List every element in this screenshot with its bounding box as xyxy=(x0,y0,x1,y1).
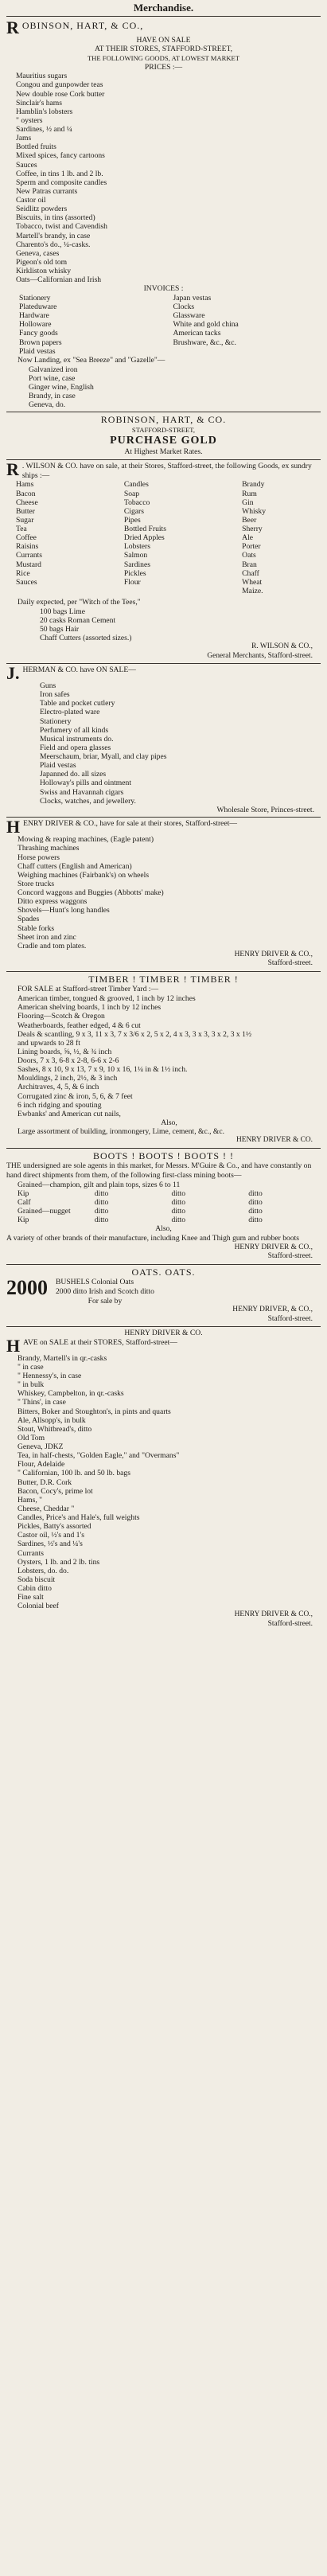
list-item: Musical instruments do. xyxy=(40,734,114,744)
items-list xyxy=(6,72,321,284)
list-item: Oats—Californian and Irish xyxy=(16,275,102,285)
grid-cell xyxy=(124,587,242,595)
firm-name: OBINSON, HART, & CO., xyxy=(21,19,144,31)
list-item: Seidlitz powders xyxy=(16,205,68,214)
signature: HENRY DRIVER & CO., xyxy=(234,950,313,958)
list-item: Cabin ditto xyxy=(18,1584,52,1594)
landing-line: Now Landing, ex "Sea Breeze" and "Gazelle"— xyxy=(18,355,165,365)
grid-cell: Fancy goods xyxy=(19,329,58,338)
ad-boots xyxy=(6,1149,321,1265)
firm-name: ROBINSON, HART, & CO. xyxy=(100,414,227,426)
list-item: Stout, Whitbread's, ditto xyxy=(18,1424,92,1434)
list-item: Doors, 7 x 3, 6-8 x 2-8, 6-6 x 2-6 xyxy=(18,1056,119,1066)
grid-cell: Tobacco xyxy=(123,498,150,507)
table-row xyxy=(6,1216,321,1224)
list-item: " oysters xyxy=(16,115,43,125)
list-item: Mauritius sugars xyxy=(16,72,68,81)
lead-text: THE undersigned are sole agents in this market, for Messrs. M'Guire & Co., and have constantly on hand direct shipments from them, of the following first-class mining boots— xyxy=(6,1161,312,1180)
list-item: Ale, Allsopp's, in bulk xyxy=(18,1415,86,1425)
list-item: " Hennessy's, in case xyxy=(18,1372,82,1381)
table-cell: ditto xyxy=(94,1197,109,1207)
boots-table xyxy=(6,1181,321,1225)
divider xyxy=(6,16,321,17)
rates: At Highest Market Rates. xyxy=(124,447,203,457)
ad-heading: OATS. OATS. xyxy=(131,1266,196,1278)
grid-cell: Rice xyxy=(16,568,30,578)
list-item: " in bulk xyxy=(18,1380,45,1390)
signature: HENRY DRIVER, & CO., xyxy=(232,1306,313,1314)
following-line: THE FOLLOWING GOODS, AT LOWEST MARKET xyxy=(87,54,240,63)
street: STAFFORD-STREET, xyxy=(131,425,196,434)
signature-subline: Stafford-street. xyxy=(267,1314,313,1323)
grid-cell: Stationery xyxy=(19,293,51,302)
lead-text: ENRY DRIVER & CO., have for sale at their stores, Stafford-street— xyxy=(23,819,237,829)
grid-cell: Soap xyxy=(123,489,140,498)
grid-cell: Gin xyxy=(242,498,254,507)
list-item: Meerschaum, briar, Myall, and clay pipes xyxy=(40,752,167,762)
grid-cell: Flour xyxy=(123,577,141,587)
list-item: New Patras currants xyxy=(16,186,78,196)
grid-cell: Brown papers xyxy=(19,338,62,347)
ad-header xyxy=(6,17,321,37)
grid-cell: Ale xyxy=(242,533,254,543)
list-item: Cheese, Cheddar " xyxy=(18,1504,75,1513)
grid-cell: Bran xyxy=(242,560,257,569)
grid-cell: Plateduware xyxy=(19,302,57,312)
list-item: Ginger wine, English xyxy=(29,382,94,392)
list-item: Port wine, case xyxy=(29,373,76,383)
list-item: Lobsters, do. do. xyxy=(18,1566,69,1575)
list-item: " Thins', in case xyxy=(18,1398,66,1407)
ad-herman xyxy=(6,664,321,818)
list-item: Hamblin's lobsters xyxy=(16,107,73,116)
dropcap: R xyxy=(6,17,19,37)
list-item: Soda biscuit xyxy=(18,1575,56,1584)
grid-cell: Hams xyxy=(16,480,34,490)
list-item: Galvanized iron xyxy=(29,365,78,374)
list-item: 20 casks Roman Cement xyxy=(40,615,116,625)
grid-cell: Candles xyxy=(123,480,149,490)
grid-cell: Brushware, &c., &c. xyxy=(173,338,236,347)
ad-oats xyxy=(6,1265,321,1328)
ad-heading: TIMBER ! TIMBER ! TIMBER ! xyxy=(88,973,239,985)
list-item: Concord waggons and Buggies (Abbotts' make) xyxy=(18,888,164,898)
grid-cell: White and gold china xyxy=(173,320,239,330)
grid-cell: Mustard xyxy=(16,560,41,569)
list-item: Castor oil xyxy=(16,196,46,205)
grid-cell: Oats xyxy=(242,551,256,560)
list-item: Bottled fruits xyxy=(16,142,56,152)
grid-cell: Porter xyxy=(242,542,261,552)
expected-line: Daily expected, per "Witch of the Tees," xyxy=(18,598,141,607)
list-item: Corrugated zinc & iron, 5, 6, & 7 feet xyxy=(18,1091,133,1101)
grid-cell: Coffee xyxy=(16,533,37,543)
grid-cell: Brandy xyxy=(242,480,265,490)
list-item: Spades xyxy=(18,915,40,924)
table-cell: ditto xyxy=(248,1197,263,1207)
purchase-gold: PURCHASE GOLD xyxy=(110,435,217,447)
list-item: Sauces xyxy=(16,160,37,170)
list-item: Stable forks xyxy=(18,923,55,933)
list-item: Electro-plated ware xyxy=(40,708,100,717)
items-list xyxy=(6,1354,321,1611)
table-cell: ditto xyxy=(248,1188,263,1198)
ad-robinson-hart-goods xyxy=(6,18,321,412)
table-row xyxy=(6,1198,321,1207)
invoices-label: INVOICES : xyxy=(143,284,184,294)
list-item: Store trucks xyxy=(18,879,55,888)
list-item: Jams xyxy=(16,134,32,143)
table-cell: ditto xyxy=(171,1216,186,1225)
signature: HENRY DRIVER & CO., xyxy=(234,1610,313,1619)
dropcap: J. xyxy=(6,663,20,684)
list-item: Colonial beef xyxy=(18,1602,59,1611)
lead-text: HERMAN & CO. have ON SALE— xyxy=(22,665,136,675)
list-item: New double rose Cork butter xyxy=(16,89,105,99)
list-item: Architraves, 4, 5, & 6 inch xyxy=(18,1083,99,1092)
list-item: Sardines, ½'s and ¼'s xyxy=(18,1540,83,1549)
list-item: Flooring—Scotch & Oregon xyxy=(18,1012,105,1021)
grid-cell: American tacks xyxy=(173,329,221,338)
signature-subline: General Merchants, Stafford-street. xyxy=(207,651,313,660)
subline: HAVE ON SALE xyxy=(136,35,191,45)
list-item: Mixed spices, fancy cartoons xyxy=(16,151,105,161)
dropcap: R xyxy=(6,459,19,480)
list-item: Stationery xyxy=(40,716,72,726)
grid-cell: Sardines xyxy=(123,560,150,569)
signature-subline: Stafford-street. xyxy=(267,1619,313,1628)
grid-cell: Sauces xyxy=(16,577,37,587)
grid-cell: Beer xyxy=(242,515,257,525)
grid-cell: Bacon xyxy=(16,489,36,498)
list-item: Chaff cutters (English and American) xyxy=(18,861,132,871)
grid-cell: Cigars xyxy=(123,506,144,516)
list-item: Clocks, watches, and jewellery. xyxy=(40,796,136,806)
ad-driver-stores xyxy=(6,1327,321,1631)
list-item: Flour, Adelaide xyxy=(18,1460,65,1469)
list-item: Deals & scantling, 9 x 3, 11 x 3, 7 x 3/6 x 2, 5 x 2, 4 x 3, 3 x 3, 3 x 2, 3 x 1½ xyxy=(18,1029,252,1039)
ad-header xyxy=(6,1278,321,1306)
list-item: 6 inch ridging and spouting xyxy=(18,1100,102,1110)
signature: R. WILSON & CO., xyxy=(251,642,313,651)
location: AT THEIR STORES, STAFFORD-STREET, xyxy=(94,45,233,54)
table-cell: ditto xyxy=(171,1197,186,1207)
list-item: Mouldings, 2 inch, 2½, & 3 inch xyxy=(18,1074,118,1083)
table-row xyxy=(6,1207,321,1216)
table-cell: ditto xyxy=(248,1216,263,1225)
ad-header xyxy=(6,663,321,684)
list-item: Field and opera glasses xyxy=(40,743,111,752)
ad-robinson-hart-gold xyxy=(6,412,321,460)
lead-text: FOR SALE at Stafford-street Timber Yard :— xyxy=(18,985,159,994)
list-item: " Californian, 100 lb. and 50 lb. bags xyxy=(18,1469,130,1478)
list-item: Pigeon's old tom xyxy=(16,257,68,267)
list-item: Brandy, in case xyxy=(29,391,76,400)
grid-cell: Holloware xyxy=(19,320,52,330)
list-item: Kirkliston whisky xyxy=(16,267,72,275)
for-sale-line: For sale by xyxy=(88,1296,123,1306)
list-item: Plaid vestas xyxy=(40,761,76,771)
grid-cell: Plaid vestas xyxy=(19,346,56,356)
list-item: Congou and gunpowder teas xyxy=(16,80,103,90)
grid-cell: Clocks xyxy=(173,302,195,312)
signature: HENRY DRIVER & CO., xyxy=(234,1243,313,1251)
grid-cell: Butter xyxy=(16,506,35,516)
grid-cell: Dried Apples xyxy=(123,533,165,543)
grid-cell: Cheese xyxy=(16,498,38,507)
grid-cell: Chaff xyxy=(242,568,259,578)
table-cell: ditto xyxy=(94,1216,109,1225)
items-list xyxy=(6,681,321,806)
lead-text: AVE on SALE at their STORES, Stafford-street— xyxy=(23,1338,177,1347)
list-item: Horse powers xyxy=(18,853,60,862)
oats-text xyxy=(56,1278,154,1306)
grid-cell: Lobsters xyxy=(123,542,150,552)
ditto-line: 2000 ditto Irish and Scotch ditto xyxy=(56,1286,154,1296)
items-list xyxy=(6,835,321,950)
dropcap: H xyxy=(6,817,21,837)
goods-grid xyxy=(6,480,321,595)
grid-cell: Pipes xyxy=(123,515,141,525)
expected-list xyxy=(6,607,321,643)
grid-cell: Currants xyxy=(16,551,43,560)
list-item: Geneva, cases xyxy=(16,248,60,258)
list-item: Oysters, 1 lb. and 2 lb. tins xyxy=(18,1557,100,1567)
table-cell: ditto xyxy=(94,1207,109,1216)
list-item: Currants xyxy=(18,1548,45,1558)
list-item: Tobacco, twist and Cavendish xyxy=(16,222,107,232)
table-cell: Calf xyxy=(18,1197,31,1207)
list-item: Sardines, ½ and ¼ xyxy=(16,125,72,134)
list-item: " in case xyxy=(18,1362,44,1372)
table-cell: ditto xyxy=(171,1207,186,1216)
grid-cell: Salmon xyxy=(123,551,148,560)
list-item: Pickles, Batty's assorted xyxy=(18,1522,91,1532)
list-item: Sashes, 8 x 10, 9 x 13, 7 x 9, 10 x 16, 1¼ in & 1½ inch. xyxy=(18,1065,188,1075)
list-item: 100 bags Lime xyxy=(40,607,86,616)
table-cell: Grained—nugget xyxy=(18,1207,71,1216)
list-item: Tea, in half-chests, "Golden Eagle," and "Overmans" xyxy=(18,1451,180,1461)
list-item: Guns xyxy=(40,681,56,691)
list-item: Also, xyxy=(161,1118,177,1127)
landing-list xyxy=(6,365,321,410)
list-item: Perfumery of all kinds xyxy=(40,725,109,735)
invoices-grid xyxy=(6,294,321,356)
grid-cell: Japan vestas xyxy=(173,293,212,302)
list-item: Brandy, Martell's in qr.-casks xyxy=(18,1353,107,1363)
prices-label: PRICES :— xyxy=(144,62,183,72)
list-item: Geneva, do. xyxy=(29,400,66,410)
list-item: Japanned do. all sizes xyxy=(40,770,107,779)
grid-cell: Glassware xyxy=(173,311,205,321)
list-item: Old Tom xyxy=(18,1433,45,1442)
bushels-line: BUSHELS Colonial Oats xyxy=(56,1278,134,1287)
list-item: Biscuits, in tins (assorted) xyxy=(16,213,95,223)
grid-cell: Hardware xyxy=(19,311,49,321)
list-item: Holloway's pills and ointment xyxy=(40,779,131,788)
table-cell: ditto xyxy=(94,1188,109,1198)
signature: HENRY DRIVER & CO. xyxy=(236,1136,313,1145)
ad-header xyxy=(6,1338,321,1354)
tail-text: A variety of other brands of their manufacture, including Knee and Thigh gum and rubber boots xyxy=(6,1233,300,1243)
grid-cell: Sugar xyxy=(16,515,34,525)
list-item: Table and pocket cutlery xyxy=(40,699,115,708)
list-item: Whiskey, Campbelton, in qr.-casks xyxy=(18,1389,124,1399)
signature-subline: Stafford-street. xyxy=(267,959,313,968)
list-item: Weighing machines (Fairbank's) on wheels xyxy=(18,870,150,880)
dropcap: H xyxy=(6,1336,21,1356)
list-item: 50 bags Hair xyxy=(40,625,80,634)
list-item: Martell's brandy, in case xyxy=(16,231,91,240)
list-item: Lining boards, ⅝, ½, & ¾ inch xyxy=(18,1047,112,1056)
table-row xyxy=(6,1189,321,1198)
grid-cell: Bottled Fruits xyxy=(123,525,166,534)
newspaper-column xyxy=(6,0,321,1631)
ad-driver-machinery xyxy=(6,818,321,971)
grid-cell: Raisins xyxy=(16,542,39,552)
list-item: Weatherboards, feather edged, 4 & 6 cut xyxy=(18,1021,141,1030)
grid-cell: Wheat xyxy=(242,577,263,587)
ad-timber xyxy=(6,972,321,1149)
list-item: and upwards to 28 ft xyxy=(18,1038,80,1048)
list-item: Chaff Cutters (assorted sizes.) xyxy=(40,634,132,643)
column-title: Merchandise. xyxy=(133,2,194,14)
table-cell: ditto xyxy=(171,1188,186,1198)
grid-cell: Maize. xyxy=(242,586,263,595)
list-item: Geneva, JDKZ xyxy=(18,1442,64,1452)
list-item: Sheet iron and zinc xyxy=(18,932,76,942)
grid-cell: Sherry xyxy=(242,525,263,534)
ad-header xyxy=(6,819,321,835)
list-item: Large assortment of building, ironmongery, Lime, cement, &c., &c. xyxy=(18,1127,225,1137)
list-item: Mowing & reaping machines, (Eagle patent) xyxy=(18,835,154,845)
also-label: Also, xyxy=(155,1224,172,1234)
grid-cell xyxy=(173,347,321,356)
grid-cell: Tea xyxy=(16,525,27,534)
list-item: Ewbanks' and American cut nails, xyxy=(18,1109,121,1118)
wholesale-line: Wholesale Store, Princes-street. xyxy=(216,805,314,814)
signature-subline: Stafford-street. xyxy=(267,1252,313,1261)
list-item: Swiss and Havannah cigars xyxy=(40,787,124,797)
list-item: Thrashing machines xyxy=(18,844,80,853)
list-item: Fine salt xyxy=(18,1593,44,1602)
ad-header xyxy=(6,459,321,480)
list-item: American timber, tongued & grooved, 1 inch by 12 inches xyxy=(18,994,196,1004)
list-item: Sinclair's hams xyxy=(16,98,62,107)
list-item: American shelving boards, 1 inch by 12 inches xyxy=(18,1003,162,1013)
list-item: Castor oil, ½'s and 1's xyxy=(18,1531,84,1540)
table-cell: ditto xyxy=(248,1207,263,1216)
list-item: Ditto express waggons xyxy=(18,897,88,907)
list-item: Iron safes xyxy=(40,690,70,700)
lines-list xyxy=(6,994,321,1136)
grid-cell: Whisky xyxy=(242,506,267,516)
big-number: 2000 xyxy=(6,1276,48,1300)
list-item: Hams, " xyxy=(18,1495,43,1505)
list-item: Candles, Price's and Hale's, full weights xyxy=(18,1513,140,1523)
list-item: Bacon, Cocy's, prime lot xyxy=(18,1486,93,1496)
list-item: Coffee, in tins 1 lb. and 2 lb. xyxy=(16,169,103,178)
grid-cell xyxy=(16,587,124,595)
grid-cell: Pickles xyxy=(123,568,146,578)
list-item: Cradle and tom plates. xyxy=(18,941,87,950)
lead-text: . WILSON & CO. have on sale, at their Stores, Stafford-street, the following Goods, ex sundry ships :— xyxy=(21,462,312,480)
list-item: Charento's do., ¼-casks. xyxy=(16,240,91,249)
grid-cell: Rum xyxy=(242,489,257,498)
ad-wilson xyxy=(6,460,321,664)
list-item: Shovels—Hunt's long handles xyxy=(18,906,110,915)
ad-heading: BOOTS ! BOOTS ! BOOTS ! ! xyxy=(92,1149,234,1161)
table-row: Grained—champion, gilt and plain tops, sizes 6 to 11 xyxy=(18,1180,181,1189)
list-item: Butter, D.R. Cork xyxy=(18,1477,72,1487)
ad-top-line: HENRY DRIVER & CO. xyxy=(124,1329,203,1338)
list-item: Sperm and composite candles xyxy=(16,178,107,187)
table-cell: Kip xyxy=(18,1188,29,1198)
list-item: Bitters, Boker and Stoughton's, in pints and quarts xyxy=(18,1407,171,1416)
table-cell: Kip xyxy=(18,1216,29,1225)
